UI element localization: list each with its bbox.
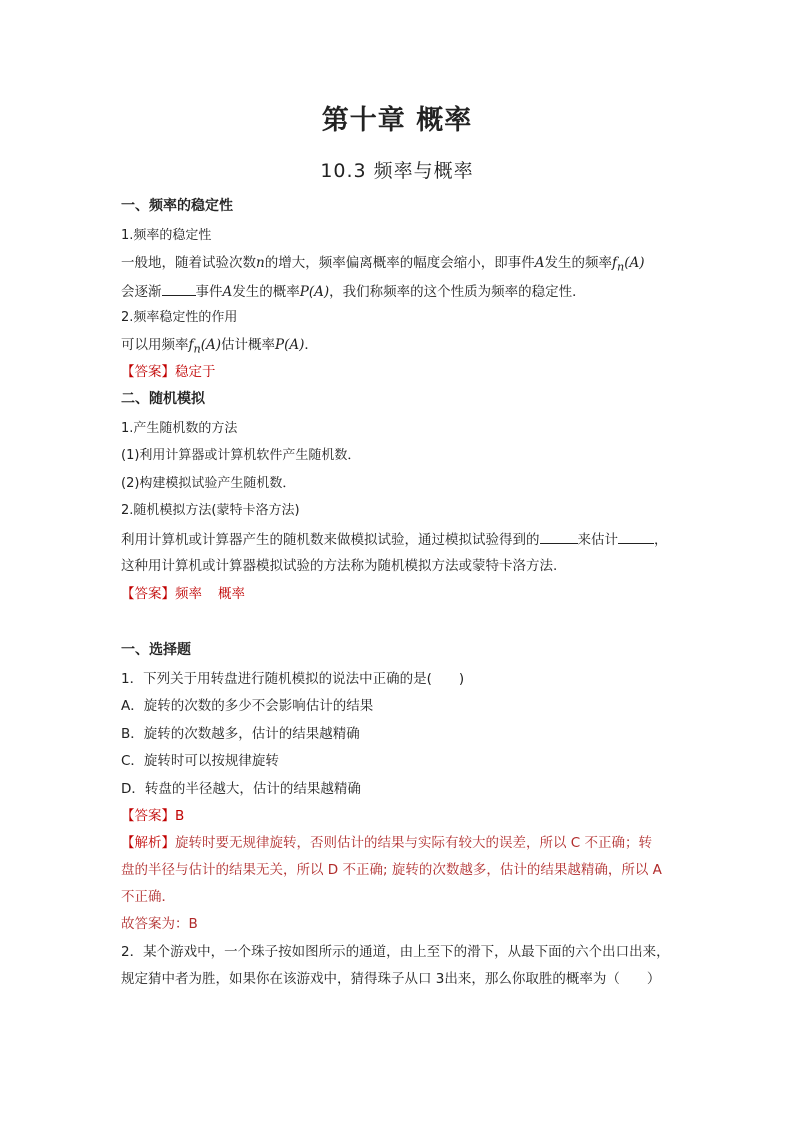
text: 利用计算机或计算器产生的随机数来做模拟试验，通过模拟试验得到的 [121,532,540,548]
math-A-paren: (A) [624,255,645,271]
text: 一般地，随着试验次数 [121,255,256,271]
answer-tag: 【答案】 [121,586,175,602]
analysis-tag: 【解析】 [121,835,175,851]
math-P: P(A) [275,337,305,353]
math-sub-n: n [193,342,201,356]
text: 估计概率 [221,337,276,353]
answer-value: B [175,808,185,824]
text: 会逐渐 [121,284,162,300]
section-title: 10.3 频率与概率 [320,160,474,182]
answer-tag: 【答案】 [121,364,175,380]
math-A: A [534,255,545,271]
part2-answer [121,584,245,604]
math-n: n [256,255,265,271]
answer-value: 频率 [175,586,202,602]
part1-heading: 一、频率的稳定性 [121,198,233,214]
answer-tag: 【答案】 [121,808,175,824]
part2-item2: (2)构建模拟试验产生随机数． [121,476,296,491]
question-1-option-c: C．旋转时可以按规律旋转 [121,753,279,769]
exercises-heading: 一、选择题 [121,642,191,658]
part2-item1: (1)利用计算器或计算机软件产生随机数． [121,448,361,463]
chapter-title: 第十章 概率 [321,105,473,136]
question-1-answer [121,806,184,826]
part2-paragraph-line2: 这种用计算机或计算器模拟试验的方法称为随机模拟方法或蒙特卡洛方法. [121,558,558,574]
part1-paragraph-line1 [121,253,645,278]
math-f: f [611,255,617,271]
question-1-analysis-line3: 不正确． [121,889,175,905]
math-f: f [188,337,194,353]
answer-value: 稳定于 [175,364,216,380]
part1-paragraph-line3 [121,335,318,360]
question-2-line2: 规定猜中者为胜，如果你在该游戏中，猜得珠子从口 3出来，那么你取胜的概率为（ ） [121,971,661,987]
part2-sub2: 2.随机模拟方法(蒙特卡洛方法) [121,503,300,518]
question-1-analysis-line2: 盘的半径与估计的结果无关，所以 D 不正确; 旋转的次数越多，估计的结果越精确，所以 A [121,862,662,878]
part2-heading: 二、随机模拟 [121,391,205,407]
question-1-option-a: A．旋转的次数的多少不会影响估计的结果 [121,698,374,714]
math-P: P(A) [299,284,330,300]
question-1-analysis-line1 [121,833,652,853]
part2-sub1: 1.产生随机数的方法 [121,421,238,436]
part1-sub2: 2.频率稳定性的作用 [121,310,238,325]
part1-answer [121,362,216,382]
text: 发生的频率 [544,255,612,271]
text: ，我们称频率的这个性质为频率的稳定性． [329,284,586,300]
question-1: 1．下列关于用转盘进行随机模拟的说法中正确的是( ) [121,671,465,687]
text: ． [304,337,318,353]
math-A-paren: (A) [200,337,222,353]
question-1-option-b: B．旋转的次数越多，估计的结果越精确 [121,726,360,742]
part1-sub1: 1.频率的稳定性 [121,228,212,243]
fill-blank [162,281,196,296]
text: 可以用频率 [121,337,189,353]
fill-blank [618,529,654,544]
part1-paragraph-line2 [121,281,586,302]
answer-value: 概率 [218,586,245,602]
text: 来估计 [577,532,618,548]
part2-paragraph-line1 [121,529,668,550]
text: 的增大，频率偏离概率的幅度会缩小，即事件 [264,255,535,271]
math-sub-n: n [616,260,625,274]
question-1-conclusion: 故答案为：B [121,916,198,932]
fill-blank [540,529,578,544]
text: 发生的概率 [232,284,300,300]
question-1-option-d: D．转盘的半径越大，估计的结果越精确 [121,781,361,797]
text: 事件 [195,284,223,300]
analysis-text: 旋转时要无规律旋转，否则估计的结果与实际有较大的误差，所以 C 不正确；转 [175,835,653,851]
math-A: A [222,284,233,300]
question-2-line1: 2．某个游戏中，一个珠子按如图所示的通道，由上至下的滑下，从最下面的六个出口出来， [121,944,670,960]
text: ， [654,532,668,548]
